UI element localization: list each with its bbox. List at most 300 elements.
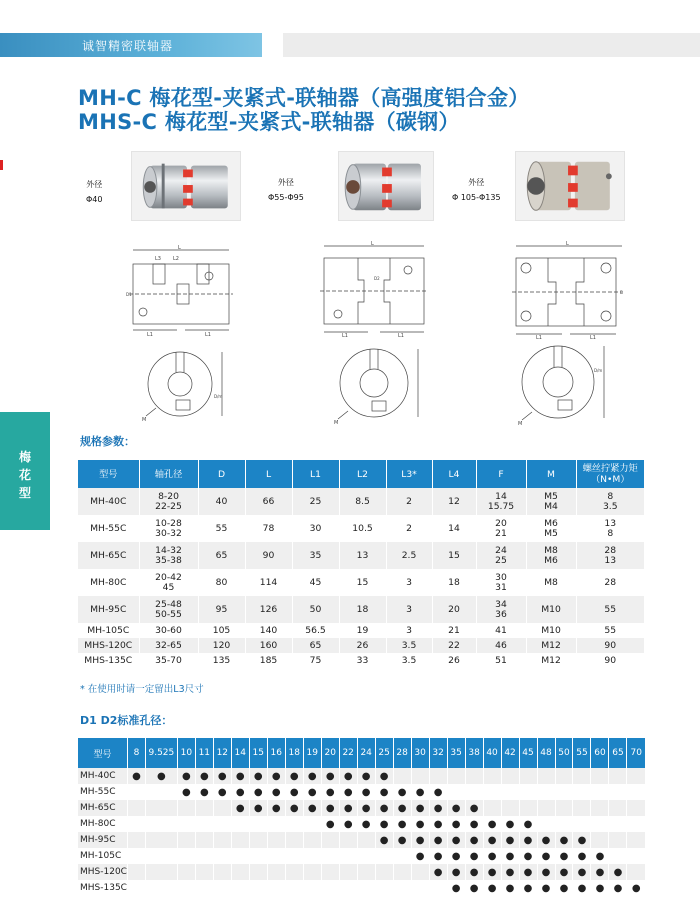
dim-label: L1 (205, 332, 211, 338)
spec-table-row (78, 515, 644, 542)
bore-model-cell: MH-40C (78, 768, 127, 784)
bore-available-dot: ● (501, 816, 519, 832)
bore-available-dot: ● (447, 800, 465, 816)
bore-empty-cell (213, 816, 231, 832)
bore-available-dot: ● (393, 784, 411, 800)
bore-empty-cell (357, 880, 375, 896)
bore-available-dot: ● (339, 784, 357, 800)
bore-empty-cell (195, 816, 213, 832)
dim-label: L (178, 245, 181, 251)
bore-available-dot: ● (429, 832, 447, 848)
bore-model-cell: MH-65C (78, 800, 127, 816)
bore-available-dot: ● (501, 832, 519, 848)
bore-empty-cell (213, 832, 231, 848)
dim-label: M (518, 421, 523, 426)
bore-empty-cell (127, 816, 145, 832)
bore-size-header: 14 (231, 738, 249, 768)
spec-cell: 14 15.75 (476, 488, 526, 515)
bore-table-row (78, 768, 645, 784)
bore-available-dot: ● (627, 880, 645, 896)
bore-size-header: 40 (483, 738, 501, 768)
bore-available-dot: ● (501, 864, 519, 880)
bore-available-dot: ● (429, 864, 447, 880)
spec-cell: 20-42 45 (139, 569, 198, 596)
spec-cell: M6 M5 (526, 515, 576, 542)
bore-empty-cell (195, 848, 213, 864)
bore-empty-cell (393, 768, 411, 784)
spec-table-row (78, 542, 644, 569)
spec-cell: M8 (526, 569, 576, 596)
bore-size-header: 60 (591, 738, 609, 768)
spec-cell: 2 (386, 515, 432, 542)
bore-available-dot: ● (429, 784, 447, 800)
bore-empty-cell (339, 848, 357, 864)
spec-cell: MH-65C (78, 542, 139, 569)
bore-available-dot: ● (303, 784, 321, 800)
bore-available-dot: ● (195, 768, 213, 784)
spec-cell: M5 M4 (526, 488, 576, 515)
bore-available-dot: ● (231, 784, 249, 800)
l3-note: * 在使用时请一定留出L3尺寸 (80, 684, 204, 695)
spec-column-header: 轴孔径 (139, 460, 198, 488)
spec-header-row (78, 460, 644, 488)
bore-empty-cell (447, 784, 465, 800)
bore-empty-cell (627, 848, 645, 864)
bore-available-dot: ● (483, 880, 501, 896)
bore-empty-cell (537, 784, 555, 800)
bore-available-dot: ● (447, 848, 465, 864)
spec-table-row (78, 653, 644, 668)
bore-section-title: D1 D2标准孔径： (80, 714, 173, 727)
bore-empty-cell (555, 800, 573, 816)
bore-available-dot: ● (249, 800, 267, 816)
spec-cell: M10 (526, 623, 576, 638)
bore-available-dot: ● (393, 816, 411, 832)
bore-available-dot: ● (267, 800, 285, 816)
bore-empty-cell (285, 832, 303, 848)
bore-empty-cell (357, 864, 375, 880)
bore-available-dot: ● (555, 848, 573, 864)
bore-empty-cell (321, 832, 339, 848)
dim-label: L (566, 241, 569, 247)
side-view-drawing-medium (318, 240, 430, 338)
caption-label: 外径 (86, 180, 103, 189)
spec-cell: 25-48 50-55 (139, 596, 198, 623)
bore-table-row (78, 816, 645, 832)
bore-empty-cell (483, 768, 501, 784)
spec-cell: 41 (476, 623, 526, 638)
spec-cell: MH-105C (78, 623, 139, 638)
bore-empty-cell (145, 880, 177, 896)
bore-available-dot: ● (249, 784, 267, 800)
bore-available-dot: ● (447, 816, 465, 832)
bore-available-dot: ● (465, 880, 483, 896)
bore-empty-cell (375, 848, 393, 864)
bore-available-dot: ● (519, 864, 537, 880)
bore-available-dot: ● (483, 816, 501, 832)
bore-available-dot: ● (339, 800, 357, 816)
bore-empty-cell (321, 864, 339, 880)
bore-available-dot: ● (339, 768, 357, 784)
caption-range: Φ 105-Φ135 (452, 193, 501, 202)
spec-cell: 30-60 (139, 623, 198, 638)
bore-empty-cell (145, 816, 177, 832)
bore-available-dot: ● (375, 784, 393, 800)
bore-table-row (78, 880, 645, 896)
bore-size-header: 11 (195, 738, 213, 768)
coupling-photo-icon (132, 152, 240, 220)
spec-cell: 28 (576, 569, 644, 596)
bore-available-dot: ● (555, 832, 573, 848)
spec-column-header: L1 (292, 460, 339, 488)
bore-empty-cell (573, 816, 591, 832)
spec-cell: 80 (198, 569, 245, 596)
bore-available-dot: ● (411, 816, 429, 832)
bore-empty-cell (609, 832, 627, 848)
bore-size-header: 45 (519, 738, 537, 768)
dim-label: L3 (155, 256, 161, 262)
end-view-icon (514, 342, 614, 426)
bore-available-dot: ● (321, 816, 339, 832)
spec-cell: 46 (476, 638, 526, 653)
bore-empty-cell (231, 880, 249, 896)
bore-size-header: 30 (411, 738, 429, 768)
bore-empty-cell (231, 832, 249, 848)
spec-cell: 15 (432, 542, 476, 569)
bore-available-dot: ● (429, 800, 447, 816)
bore-available-dot: ● (249, 768, 267, 784)
bore-table-row (78, 784, 645, 800)
spec-cell: 40 (198, 488, 245, 515)
bore-available-dot: ● (609, 880, 627, 896)
bore-empty-cell (573, 784, 591, 800)
spec-cell: 13 8 (576, 515, 644, 542)
bore-empty-cell (213, 880, 231, 896)
bore-empty-cell (267, 832, 285, 848)
bore-available-dot: ● (357, 784, 375, 800)
spec-cell: 114 (245, 569, 292, 596)
spec-cell: MHS-135C (78, 653, 139, 668)
bore-empty-cell (429, 880, 447, 896)
bore-model-cell: MH-105C (78, 848, 127, 864)
side-view-icon (318, 240, 430, 338)
bore-empty-cell (213, 864, 231, 880)
bore-available-dot: ● (447, 832, 465, 848)
bore-available-dot: ● (195, 784, 213, 800)
bore-size-header: 16 (267, 738, 285, 768)
bore-size-header: 10 (177, 738, 195, 768)
bore-empty-cell (357, 848, 375, 864)
spec-cell: 160 (245, 638, 292, 653)
end-view-icon (330, 345, 430, 425)
bore-available-dot: ● (411, 832, 429, 848)
bore-available-dot: ● (267, 768, 285, 784)
bore-model-cell: MH-95C (78, 832, 127, 848)
bore-table-row (78, 864, 645, 880)
spec-cell: 30 (292, 515, 339, 542)
bore-empty-cell (285, 880, 303, 896)
bore-available-dot: ● (177, 768, 195, 784)
spec-column-header: F (476, 460, 526, 488)
spec-column-header: L (245, 460, 292, 488)
bore-empty-cell (537, 768, 555, 784)
spec-column-header: 螺丝拧紧力矩 （N•M） (576, 460, 644, 488)
spec-cell: MH-55C (78, 515, 139, 542)
bore-header-row (78, 738, 645, 768)
spec-column-header: D (198, 460, 245, 488)
bore-size-header: 50 (555, 738, 573, 768)
end-view-icon (136, 348, 236, 422)
bore-available-dot: ● (537, 832, 555, 848)
spec-cell: 3.5 (386, 653, 432, 668)
product-caption-1 (86, 179, 102, 204)
bore-available-dot: ● (501, 848, 519, 864)
caption-label: 外径 (468, 178, 485, 187)
dim-label: M (142, 417, 147, 422)
spec-cell: 3 (386, 596, 432, 623)
bore-available-dot: ● (303, 800, 321, 816)
bore-empty-cell (339, 864, 357, 880)
bore-size-header: 24 (357, 738, 375, 768)
bore-size-header: 22 (339, 738, 357, 768)
bore-empty-cell (177, 800, 195, 816)
bore-empty-cell (195, 864, 213, 880)
bore-empty-cell (375, 864, 393, 880)
spec-column-header: L2 (339, 460, 386, 488)
bore-empty-cell (249, 864, 267, 880)
bore-empty-cell (127, 784, 145, 800)
bore-available-dot: ● (357, 816, 375, 832)
spec-cell: 3 (386, 623, 432, 638)
bore-empty-cell (321, 880, 339, 896)
bore-available-dot: ● (375, 768, 393, 784)
bore-empty-cell (195, 832, 213, 848)
bore-empty-cell (145, 864, 177, 880)
end-view-drawing-large (514, 342, 614, 426)
spec-cell: 55 (576, 596, 644, 623)
bore-empty-cell (267, 816, 285, 832)
bore-empty-cell (303, 832, 321, 848)
bore-empty-cell (573, 768, 591, 784)
bore-available-dot: ● (375, 832, 393, 848)
product-photo-medium (338, 151, 434, 221)
bore-empty-cell (127, 864, 145, 880)
bore-available-dot: ● (145, 768, 177, 784)
bore-available-dot: ● (393, 832, 411, 848)
spec-cell: 8 3.5 (576, 488, 644, 515)
spec-cell: 120 (198, 638, 245, 653)
bore-size-header: 38 (465, 738, 483, 768)
bore-empty-cell (591, 816, 609, 832)
bore-available-dot: ● (537, 848, 555, 864)
bore-available-dot: ● (519, 848, 537, 864)
spec-cell: 10.5 (339, 515, 386, 542)
bore-table (78, 738, 645, 896)
spec-cell: 8.5 (339, 488, 386, 515)
bore-available-dot: ● (573, 864, 591, 880)
bore-size-header: 18 (285, 738, 303, 768)
spec-cell: 14 (432, 515, 476, 542)
bore-empty-cell (393, 864, 411, 880)
bore-empty-cell (555, 768, 573, 784)
spec-cell: 15 (339, 569, 386, 596)
coupling-photo-icon (516, 152, 624, 220)
dim-label: L1 (342, 333, 348, 338)
bore-available-dot: ● (357, 800, 375, 816)
side-tab-char: 型 (18, 486, 31, 500)
bore-available-dot: ● (321, 784, 339, 800)
bore-available-dot: ● (465, 864, 483, 880)
caption-range: Φ55-Φ95 (268, 193, 304, 202)
spec-table-row (78, 623, 644, 638)
bore-model-cell: MH-80C (78, 816, 127, 832)
spec-cell: 2 (386, 488, 432, 515)
bore-available-dot: ● (555, 864, 573, 880)
dim-label: D/m (214, 394, 223, 399)
bore-available-dot: ● (321, 768, 339, 784)
product-caption-2 (268, 177, 304, 202)
spec-cell: 2.5 (386, 542, 432, 569)
bore-empty-cell (483, 800, 501, 816)
dim-label: D1 (126, 292, 132, 297)
bore-available-dot: ● (411, 800, 429, 816)
bore-model-cell: MHS-120C (78, 864, 127, 880)
spec-cell: 13 (339, 542, 386, 569)
spec-cell: 56.5 (292, 623, 339, 638)
spec-cell: 26 (432, 653, 476, 668)
bore-available-dot: ● (231, 768, 249, 784)
bore-available-dot: ● (411, 784, 429, 800)
bore-available-dot: ● (231, 800, 249, 816)
spec-cell: 14-32 35-38 (139, 542, 198, 569)
bore-empty-cell (537, 800, 555, 816)
spec-cell: 22 (432, 638, 476, 653)
bore-available-dot: ● (411, 848, 429, 864)
spec-cell: 65 (292, 638, 339, 653)
side-view-drawing-large (510, 240, 628, 340)
bore-empty-cell (195, 880, 213, 896)
bore-available-dot: ● (285, 768, 303, 784)
bore-empty-cell (195, 800, 213, 816)
brand-name: 诚智精密联轴器 (82, 39, 174, 53)
bore-size-header: 42 (501, 738, 519, 768)
bore-empty-cell (411, 864, 429, 880)
bore-empty-cell (627, 832, 645, 848)
bore-available-dot: ● (609, 864, 627, 880)
side-view-drawing-small (125, 242, 237, 338)
spec-cell: 78 (245, 515, 292, 542)
bore-table-row (78, 832, 645, 848)
bore-empty-cell (303, 880, 321, 896)
spec-cell: MH-40C (78, 488, 139, 515)
bore-empty-cell (321, 848, 339, 864)
edge-marker (0, 160, 3, 170)
bore-empty-cell (627, 784, 645, 800)
spec-cell: 140 (245, 623, 292, 638)
bore-empty-cell (411, 880, 429, 896)
bore-available-dot: ● (591, 880, 609, 896)
spec-cell: 90 (245, 542, 292, 569)
bore-empty-cell (285, 864, 303, 880)
spec-cell: 21 (432, 623, 476, 638)
bore-available-dot: ● (501, 880, 519, 896)
spec-cell: 32-65 (139, 638, 198, 653)
bore-empty-cell (519, 800, 537, 816)
bore-available-dot: ● (339, 816, 357, 832)
spec-table (78, 460, 644, 668)
bore-available-dot: ● (303, 768, 321, 784)
bore-size-header: 15 (249, 738, 267, 768)
end-view-drawing-medium (330, 345, 430, 425)
spec-cell: M12 (526, 653, 576, 668)
spec-cell: 10-28 30-32 (139, 515, 198, 542)
caption-range: Φ40 (86, 195, 103, 204)
bore-size-header: 32 (429, 738, 447, 768)
bore-available-dot: ● (465, 832, 483, 848)
spec-cell: 34 36 (476, 596, 526, 623)
bore-empty-cell (177, 832, 195, 848)
dim-label: L (371, 241, 374, 247)
bore-empty-cell (609, 768, 627, 784)
bore-available-dot: ● (537, 880, 555, 896)
side-tab-char: 花 (18, 468, 31, 482)
bore-empty-cell (177, 864, 195, 880)
spec-cell: 45 (292, 569, 339, 596)
bore-size-header: 28 (393, 738, 411, 768)
spec-cell: 90 (576, 653, 644, 668)
product-caption-3 (452, 177, 501, 202)
dim-label: M (334, 420, 339, 425)
side-view-icon (510, 240, 628, 340)
spec-cell: 35-70 (139, 653, 198, 668)
brand-bar (0, 33, 262, 57)
bore-empty-cell (249, 848, 267, 864)
bore-empty-cell (555, 816, 573, 832)
spec-cell: 135 (198, 653, 245, 668)
dim-label: L2 (173, 256, 179, 262)
bore-size-header: 48 (537, 738, 555, 768)
bore-empty-cell (429, 768, 447, 784)
spec-column-header: M (526, 460, 576, 488)
coupling-photo-icon (339, 152, 433, 220)
bore-empty-cell (501, 784, 519, 800)
spec-cell: 66 (245, 488, 292, 515)
spec-cell: 20 21 (476, 515, 526, 542)
bore-empty-cell (145, 848, 177, 864)
bore-available-dot: ● (213, 768, 231, 784)
bore-size-header: 12 (213, 738, 231, 768)
bore-available-dot: ● (483, 848, 501, 864)
bore-available-dot: ● (375, 816, 393, 832)
bore-available-dot: ● (429, 848, 447, 864)
spec-cell: 50 (292, 596, 339, 623)
bore-empty-cell (213, 848, 231, 864)
dim-label: L1 (398, 333, 404, 338)
spec-cell: 8-20 22-25 (139, 488, 198, 515)
bore-empty-cell (127, 800, 145, 816)
page-title-aluminum: MH-C 梅花型-夹紧式-联轴器（高强度铝合金） (78, 86, 530, 110)
bore-empty-cell (627, 800, 645, 816)
bore-size-header: 55 (573, 738, 591, 768)
bore-available-dot: ● (465, 816, 483, 832)
spec-cell: 3 (386, 569, 432, 596)
bore-empty-cell (375, 880, 393, 896)
spec-cell: MH-95C (78, 596, 139, 623)
spec-section-title: 规格参数： (80, 435, 135, 448)
spec-cell: M12 (526, 638, 576, 653)
bore-available-dot: ● (519, 880, 537, 896)
bore-available-dot: ● (267, 784, 285, 800)
